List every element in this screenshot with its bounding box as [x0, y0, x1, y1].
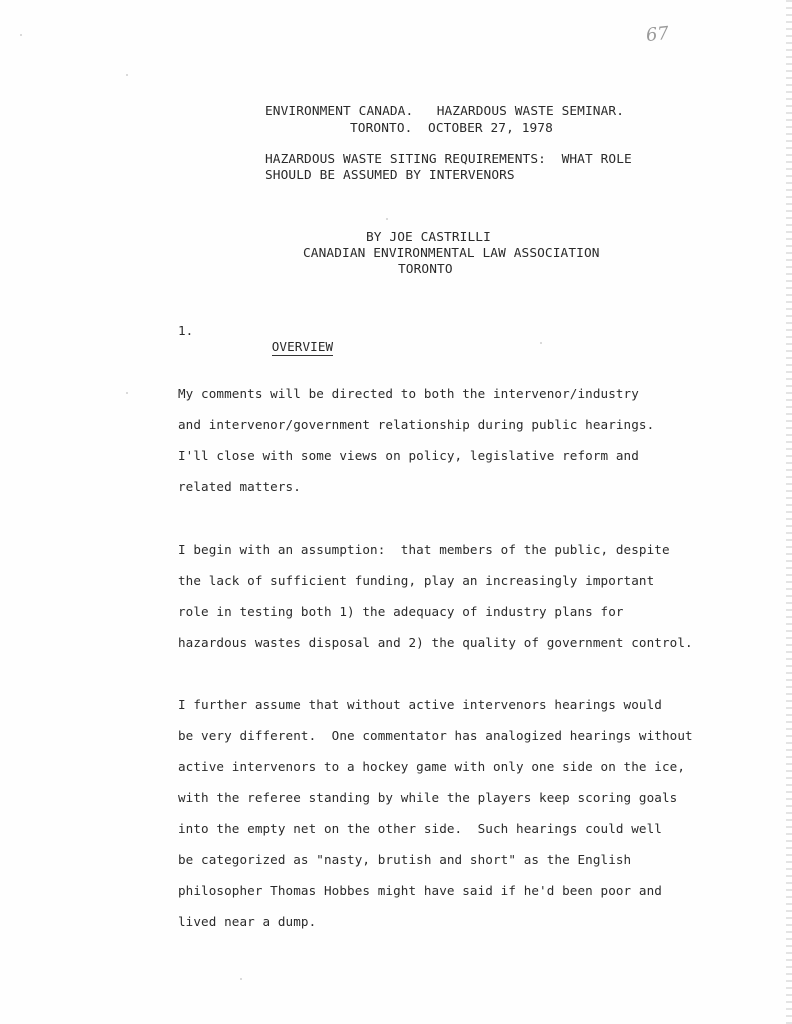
scan-edge-artifact	[786, 0, 792, 1024]
heading-line-1: ENVIRONMENT CANADA. HAZARDOUS WASTE SEMINAR.	[265, 104, 625, 119]
author-organization: CANADIAN ENVIRONMENTAL LAW ASSOCIATION	[303, 246, 600, 261]
paragraph-1-line-4: related matters.	[178, 479, 301, 494]
paragraph-2-line-1: I begin with an assumption: that members of the public, despite	[178, 542, 670, 557]
section-number: 1.	[178, 323, 194, 338]
paragraph-1-line-1: My comments will be directed to both the intervenor/industry	[178, 386, 639, 401]
author-city: TORONTO	[398, 262, 453, 277]
paragraph-3-line-6: be categorized as "nasty, brutish and short" as the English	[178, 852, 632, 867]
handwritten-page-number: 67	[644, 22, 670, 47]
scan-speck	[126, 74, 128, 76]
paragraph-3-line-8: lived near a dump.	[178, 914, 317, 929]
scan-speck	[126, 392, 128, 394]
author-name: BY JOE CASTRILLI	[366, 230, 491, 245]
scan-speck	[386, 218, 388, 220]
scan-speck	[20, 34, 22, 36]
section-title	[241, 323, 333, 371]
paragraph-3-line-5: into the empty net on the other side. Such hearings could well	[178, 821, 662, 836]
paragraph-2-line-3: role in testing both 1) the adequacy of industry plans for	[178, 604, 624, 619]
paragraph-3-line-1: I further assume that without active intervenors hearings would	[178, 697, 662, 712]
scan-speck	[240, 978, 242, 980]
heading-line-2: TORONTO. OCTOBER 27, 1978	[350, 121, 553, 136]
paragraph-2-line-4: hazardous wastes disposal and 2) the quality of government control.	[178, 635, 693, 650]
paragraph-3-line-7: philosopher Thomas Hobbes might have said if he'd been poor and	[178, 883, 662, 898]
scan-speck	[540, 342, 542, 344]
paragraph-1-line-2: and intervenor/government relationship during public hearings.	[178, 417, 655, 432]
title-line-1: HAZARDOUS WASTE SITING REQUIREMENTS: WHAT ROLE	[265, 152, 632, 167]
section-title-text: OVERVIEW	[271, 339, 334, 354]
paragraph-1-line-3: I'll close with some views on policy, legislative reform and	[178, 448, 639, 463]
paragraph-2-line-2: the lack of sufficient funding, play an increasingly important	[178, 573, 655, 588]
paragraph-3-line-4: with the referee standing by while the players keep scoring goals	[178, 790, 678, 805]
paragraph-3-line-2: be very different. One commentator has analogized hearings without	[178, 728, 693, 743]
title-line-2: SHOULD BE ASSUMED BY INTERVENORS	[265, 168, 515, 183]
paragraph-3-line-3: active intervenors to a hockey game with only one side on the ice,	[178, 759, 686, 774]
